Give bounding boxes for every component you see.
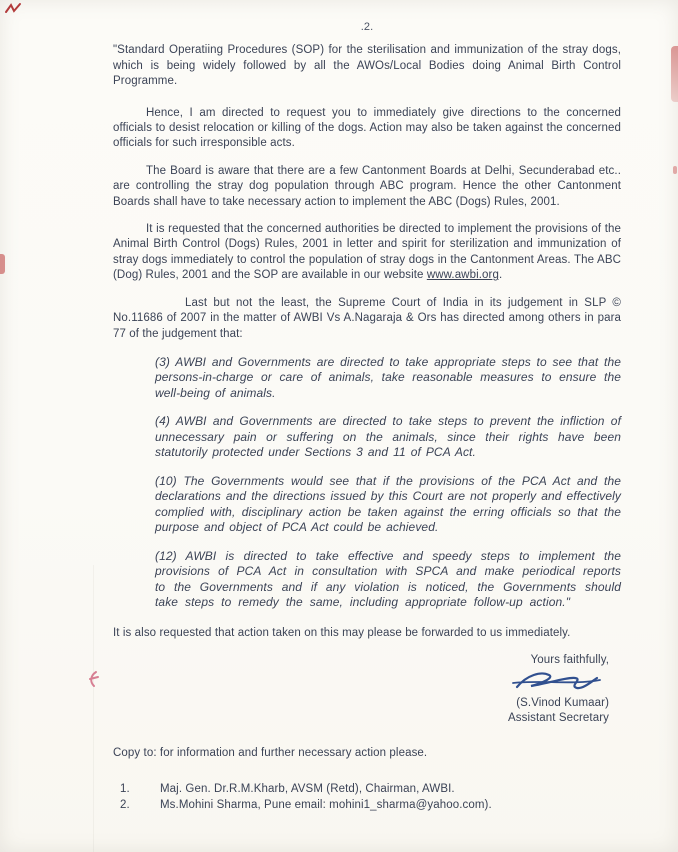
quote-para-12: (12) AWBI is directed to take effective and speedy steps to implement the provisions of PCA Act in consultation with SPCA and make periodical reports to the Governments and if any violation is noticed, the Governments should take steps to remedy the same, including appropriate follow-up action.": [155, 548, 621, 610]
distribution-item-1: [113, 781, 621, 797]
quote-para-3: (3) AWBI and Governments are directed to take appropriate steps to see that the persons-in-charge or care of animals, take reasonable measures to ensure the well-being of animals.: [155, 354, 621, 400]
pink-pen-mark: [86, 670, 100, 693]
signature: [113, 669, 603, 695]
website-link: www.awbi.org: [426, 269, 499, 282]
scan-artifact-right-speck: [673, 166, 677, 174]
paragraph-cantonment-boards: The Board is aware that there are a few Cantonment Boards at Delhi, Secunderabad etc.. are controlling the stray dog population through ABC program. Hence the other Cantonment Boards shall have to take necessary action to implement the ABC (Dogs) Rules, 2001.: [113, 164, 621, 208]
scan-artifact-left-edge: [0, 254, 5, 274]
scan-artifact-top-left: [4, 2, 22, 21]
closing-request: It is also requested that action taken on this may please be forwarded to us immediately.: [113, 626, 571, 639]
signer-name: (S.Vinod Kumaar): [516, 696, 609, 709]
paragraph-sop: "Standard Operatiing Procedures (SOP) for the sterilisation and immunization of the stray dogs, which is being widely followed by all the AWOs/Local Bodies doing Animal Birth Control Programme.: [113, 44, 621, 88]
quote-para-4: (4) AWBI and Governments are directed to take steps to prevent the infliction of unnecessary pain or suffering on the animals, since their rights have been statutorily protected under Sections 3 and 11 of PCA Act.: [155, 414, 621, 460]
red-scribble-icon: [4, 2, 22, 16]
signature-scribble-icon: [511, 669, 603, 695]
paragraph-supreme-court: Last but not the least, the Supreme Court of India in its judgement in SLP © No.11686 of 2007 in the matter of AWBI Vs A.Nagaraja & Ors has directed among others in para 77 of the judgement that:: [113, 296, 621, 340]
copy-to-line: Copy to: for information and further necessary action please.: [113, 746, 428, 759]
paragraph-hence-request: Hence, I am directed to request you to immediately give directions to the concerned officials to desist relocation or killing of the dogs. Action may also be taken against the concerned officials for such irresponsible acts.: [113, 106, 621, 150]
paragraph-abc-rules: [113, 222, 621, 284]
signature-block: [113, 653, 609, 726]
sign-off: Yours faithfully,: [530, 653, 609, 666]
distribution-text: Maj. Gen. Dr.R.M.Kharb, AVSM (Retd), Chairman, AWBI.: [160, 783, 455, 796]
scan-artifact-right-edge: [671, 46, 678, 102]
paragraph-abc-rules-period: .: [498, 269, 503, 282]
distribution-list: [113, 781, 621, 813]
judgement-quotes: [113, 355, 621, 611]
distribution-item-2: [113, 797, 621, 813]
page-number: .2.: [360, 21, 374, 33]
pen-mark-icon: [86, 670, 100, 688]
paragraph-abc-rules-text: It is requested that the concerned authorities be directed to implement the provisions of the Animal Birth Control (Dogs) Rules, 2001 in letter and spirit for sterilization and immunization of stray dogs immediately to control the population of stray dogs in the Cantonment Areas. The ABC (Dog) Rules, 2001 and the SOP are available in our website: [113, 223, 621, 282]
distribution-text: Ms.Mohini Sharma, Pune email: mohini1_sharma@yahoo.com).: [160, 799, 492, 812]
distribution-number: 1.: [120, 783, 130, 796]
scan-crease-line: [93, 565, 94, 852]
signer-title: Assistant Secretary: [508, 711, 609, 724]
quote-para-10: (10) The Governments would see that if the provisions of the PCA Act and the declarations and the directions issued by this Court are not properly and effectively complied with, disciplinary action be taken against the erring officials so that the purpose and object of PCA Act could be achieved.: [155, 473, 621, 535]
distribution-number: 2.: [120, 799, 130, 812]
